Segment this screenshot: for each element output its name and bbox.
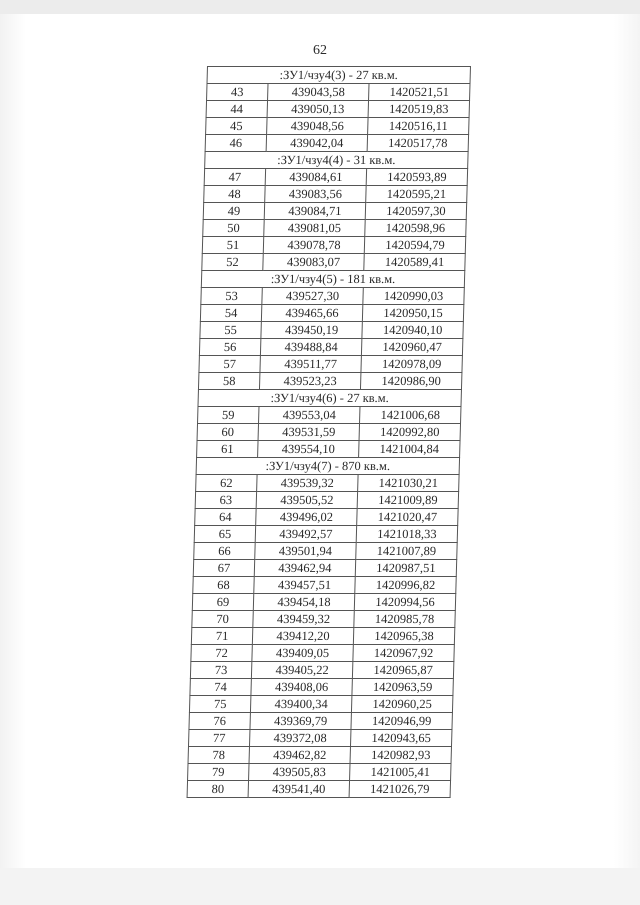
scan-bottom-edge	[0, 868, 640, 905]
page-number: 62	[313, 43, 327, 58]
point-number: 71	[191, 628, 252, 645]
y-coordinate: 1420950,15	[362, 305, 463, 322]
table-row	[192, 594, 455, 611]
x-coordinate: 439554,10	[258, 441, 359, 458]
point-number: 44	[206, 101, 267, 118]
point-number: 67	[193, 560, 254, 577]
scan-top-edge	[0, 0, 640, 14]
point-number: 59	[198, 407, 259, 424]
point-number: 53	[201, 288, 262, 305]
group-title: :ЗУ1/чзу4(4) - 31 кв.м.	[205, 152, 468, 169]
point-number: 72	[191, 645, 252, 662]
table-row	[188, 730, 451, 747]
y-coordinate: 1421004,84	[359, 441, 460, 458]
y-coordinate: 1420996,82	[355, 577, 456, 594]
point-number: 50	[203, 220, 264, 237]
y-coordinate: 1421005,41	[350, 764, 451, 781]
table-row	[190, 662, 453, 679]
y-coordinate: 1420589,41	[364, 254, 465, 271]
group-header-row	[198, 390, 461, 407]
y-coordinate: 1420595,21	[366, 186, 467, 203]
point-number: 79	[188, 764, 249, 781]
point-number: 76	[189, 713, 250, 730]
y-coordinate: 1420982,93	[350, 747, 451, 764]
x-coordinate: 439462,94	[254, 560, 355, 577]
x-coordinate: 439501,94	[255, 543, 356, 560]
x-coordinate: 439454,18	[253, 594, 354, 611]
table-row	[188, 747, 451, 764]
y-coordinate: 1420594,79	[364, 237, 465, 254]
y-coordinate: 1420965,38	[353, 628, 454, 645]
y-coordinate: 1420985,78	[354, 611, 455, 628]
point-number: 54	[200, 305, 261, 322]
group-header-row	[196, 458, 459, 475]
group-title: :ЗУ1/чзу4(3) - 27 кв.м.	[207, 67, 470, 84]
coordinates-table-body	[187, 67, 470, 798]
x-coordinate: 439511,77	[260, 356, 361, 373]
x-coordinate: 439505,83	[249, 764, 350, 781]
point-number: 43	[207, 84, 268, 101]
x-coordinate: 439048,56	[267, 118, 368, 135]
table-row	[191, 645, 454, 662]
table-row	[204, 169, 467, 186]
y-coordinate: 1420943,65	[350, 730, 451, 747]
table-row	[189, 696, 452, 713]
x-coordinate: 439081,05	[264, 220, 365, 237]
point-number: 55	[200, 322, 261, 339]
y-coordinate: 1420960,47	[361, 339, 462, 356]
x-coordinate: 439369,79	[250, 713, 351, 730]
x-coordinate: 439539,32	[257, 475, 358, 492]
y-coordinate: 1421020,47	[357, 509, 458, 526]
table-row	[207, 84, 470, 101]
point-number: 45	[206, 118, 267, 135]
table-row	[202, 237, 465, 254]
table-row	[193, 560, 456, 577]
y-coordinate: 1420990,03	[363, 288, 464, 305]
x-coordinate: 439462,82	[249, 747, 350, 764]
y-coordinate: 1420986,90	[360, 373, 461, 390]
point-number: 64	[195, 509, 256, 526]
point-number: 52	[202, 254, 263, 271]
y-coordinate: 1420992,80	[359, 424, 460, 441]
x-coordinate: 439042,04	[266, 135, 367, 152]
table-row	[196, 475, 459, 492]
table-row	[190, 679, 453, 696]
x-coordinate: 439553,04	[259, 407, 360, 424]
y-coordinate: 1421030,21	[358, 475, 459, 492]
group-header-row	[207, 67, 470, 84]
point-number: 57	[199, 356, 260, 373]
y-coordinate: 1420940,10	[362, 322, 463, 339]
point-number: 48	[204, 186, 265, 203]
point-number: 46	[205, 135, 266, 152]
table-row	[194, 543, 457, 560]
y-coordinate: 1420994,56	[354, 594, 455, 611]
table-row	[200, 305, 463, 322]
x-coordinate: 439488,84	[260, 339, 361, 356]
point-number: 58	[198, 373, 259, 390]
y-coordinate: 1420987,51	[355, 560, 456, 577]
table-row	[197, 441, 460, 458]
point-number: 73	[190, 662, 251, 679]
y-coordinate: 1421007,89	[356, 543, 457, 560]
y-coordinate: 1421006,68	[360, 407, 461, 424]
x-coordinate: 439496,02	[256, 509, 357, 526]
x-coordinate: 439078,78	[263, 237, 364, 254]
x-coordinate: 439465,66	[261, 305, 362, 322]
point-number: 56	[199, 339, 260, 356]
x-coordinate: 439372,08	[249, 730, 350, 747]
table-row	[198, 373, 461, 390]
point-number: 68	[193, 577, 254, 594]
table-row	[192, 611, 455, 628]
y-coordinate: 1420517,78	[367, 135, 468, 152]
x-coordinate: 439084,61	[265, 169, 366, 186]
y-coordinate: 1420521,51	[369, 84, 470, 101]
x-coordinate: 439083,07	[263, 254, 364, 271]
table-row	[202, 254, 465, 271]
group-title: :ЗУ1/чзу4(6) - 27 кв.м.	[198, 390, 461, 407]
table-row	[199, 356, 462, 373]
x-coordinate: 439050,13	[267, 101, 368, 118]
point-number: 61	[197, 441, 258, 458]
point-number: 47	[204, 169, 265, 186]
x-coordinate: 439450,19	[261, 322, 362, 339]
table-row	[203, 203, 466, 220]
y-coordinate: 1420963,59	[352, 679, 453, 696]
x-coordinate: 439400,34	[250, 696, 351, 713]
y-coordinate: 1420598,96	[365, 220, 466, 237]
group-header-row	[201, 271, 464, 288]
point-number: 74	[190, 679, 251, 696]
x-coordinate: 439527,30	[262, 288, 363, 305]
table-row	[206, 118, 469, 135]
x-coordinate: 439408,06	[251, 679, 352, 696]
point-number: 78	[188, 747, 249, 764]
table-row	[198, 407, 461, 424]
table-row	[194, 526, 457, 543]
x-coordinate: 439405,22	[251, 662, 352, 679]
table-row	[195, 492, 458, 509]
group-title: :ЗУ1/чзу4(7) - 870 кв.м.	[196, 458, 459, 475]
point-number: 66	[194, 543, 255, 560]
point-number: 63	[195, 492, 256, 509]
point-number: 65	[194, 526, 255, 543]
table-row	[205, 135, 468, 152]
table-row	[195, 509, 458, 526]
y-coordinate: 1421026,79	[349, 781, 450, 798]
y-coordinate: 1420516,11	[368, 118, 469, 135]
point-number: 77	[188, 730, 249, 747]
point-number: 51	[202, 237, 263, 254]
table-row	[193, 577, 456, 594]
x-coordinate: 439523,23	[259, 373, 360, 390]
y-coordinate: 1420946,99	[351, 713, 452, 730]
point-number: 69	[192, 594, 253, 611]
table-row	[203, 220, 466, 237]
table-row	[206, 101, 469, 118]
point-number: 49	[203, 203, 264, 220]
point-number: 80	[187, 781, 248, 798]
y-coordinate: 1420597,30	[365, 203, 466, 220]
y-coordinate: 1420519,83	[368, 101, 469, 118]
y-coordinate: 1420965,87	[352, 662, 453, 679]
table-row	[200, 322, 463, 339]
table-row	[188, 764, 451, 781]
x-coordinate: 439492,57	[255, 526, 356, 543]
y-coordinate: 1420978,09	[361, 356, 462, 373]
x-coordinate: 439043,58	[268, 84, 369, 101]
x-coordinate: 439083,56	[265, 186, 366, 203]
x-coordinate: 439412,20	[252, 628, 353, 645]
table-row	[197, 424, 460, 441]
table-row	[199, 339, 462, 356]
table-row	[201, 288, 464, 305]
point-number: 62	[196, 475, 257, 492]
x-coordinate: 439457,51	[254, 577, 355, 594]
x-coordinate: 439531,59	[258, 424, 359, 441]
y-coordinate: 1420593,89	[366, 169, 467, 186]
point-number: 70	[192, 611, 253, 628]
group-title: :ЗУ1/чзу4(5) - 181 кв.м.	[201, 271, 464, 288]
x-coordinate: 439459,32	[253, 611, 354, 628]
x-coordinate: 439084,71	[264, 203, 365, 220]
x-coordinate: 439505,52	[256, 492, 357, 509]
y-coordinate: 1420960,25	[351, 696, 452, 713]
y-coordinate: 1421018,33	[356, 526, 457, 543]
y-coordinate: 1420967,92	[353, 645, 454, 662]
group-header-row	[205, 152, 468, 169]
table-row	[189, 713, 452, 730]
point-number: 75	[189, 696, 250, 713]
point-number: 60	[197, 424, 258, 441]
table-row	[191, 628, 454, 645]
x-coordinate: 439541,40	[248, 781, 349, 798]
table-row	[187, 781, 450, 798]
coordinates-table	[187, 66, 471, 798]
x-coordinate: 439409,05	[252, 645, 353, 662]
y-coordinate: 1421009,89	[357, 492, 458, 509]
table-row	[204, 186, 467, 203]
